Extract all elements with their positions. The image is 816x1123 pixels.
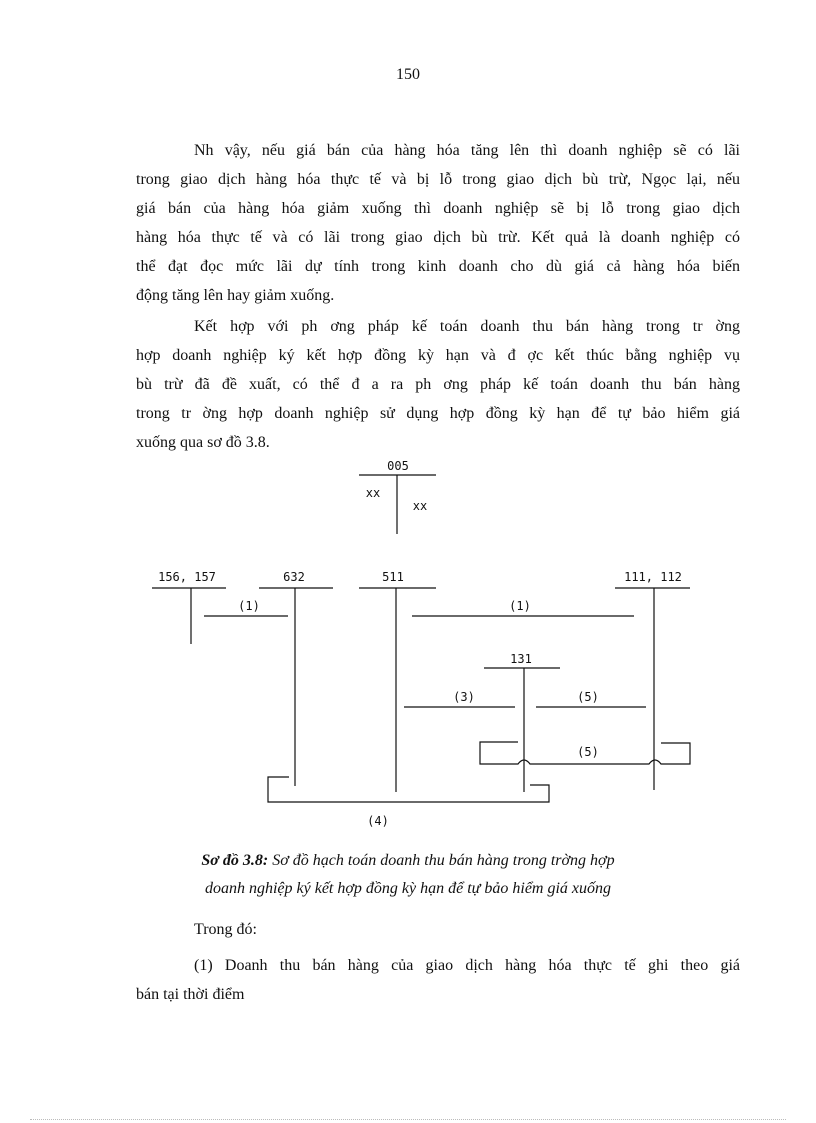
caption-line-1: [0, 847, 816, 875]
paragraph-line: trong tr ờng hợp doanh nghiệp sử dụng hợp đồng kỳ hạn để tự bảo hiểm giá: [136, 405, 740, 422]
paragraph-line: trong giao dịch hàng hóa thực tế và bị lỗ trong giao dịch bù trừ, Ngọc lại, nếu: [136, 171, 740, 188]
paragraph-2: [136, 312, 740, 457]
paragraph-line: bù trừ đã đề xuất, có thể đ a ra ph ơng pháp kế toán doanh thu bán hàng: [136, 376, 740, 393]
step-label-5a: (5): [577, 690, 599, 704]
step-label-5b: (5): [577, 745, 599, 759]
legend-line: (1) Doanh thu bán hàng của giao dịch hàng hóa thực tế ghi theo giá: [194, 957, 740, 974]
flow-bracket-4: [268, 777, 549, 802]
step-label-1b: (1): [509, 599, 531, 613]
step-label-3: (3): [453, 690, 475, 704]
caption-label: Sơ đồ 3.8:: [201, 852, 269, 869]
legend-heading-block: [136, 915, 740, 944]
account-label-511: 511: [382, 570, 404, 584]
account-label-131: 131: [510, 652, 532, 666]
step-label-1a: (1): [238, 599, 260, 613]
caption-text-1: Sơ đồ hạch toán doanh thu bán hàng trong trờng hợp: [268, 852, 615, 869]
account-label-156: 156, 157: [158, 570, 216, 584]
paragraph-line: Kết hợp với ph ơng pháp kế toán doanh thu bán hàng trong tr ờng: [194, 318, 740, 335]
paragraph-line: Nh vậy, nếu giá bán của hàng hóa tăng lên thì doanh nghiệp sẽ có lãi: [194, 142, 740, 159]
xx-right-label: xx: [412, 499, 428, 513]
account-label-632: 632: [283, 570, 305, 584]
page-number: 150: [396, 66, 420, 83]
accounting-diagram: [0, 450, 816, 840]
paragraph-line: hàng hóa thực tế và có lãi trong giao dịch bù trừ. Kết quả là doanh nghiệp có: [136, 229, 740, 246]
page-bottom-rule: [30, 1119, 786, 1120]
account-label-111: 111, 112: [624, 570, 682, 584]
xx-left-label: xx: [365, 486, 381, 500]
step-label-4: (4): [367, 814, 389, 828]
paragraph-line: động tăng lên hay giảm xuống.: [136, 287, 335, 304]
legend-item-1: [136, 951, 740, 1009]
paragraph-line: giá bán của hàng hóa giảm xuống thì doanh nghiệp sẽ bị lỗ trong giao dịch: [136, 200, 740, 217]
legend-line: bán tại thời điểm: [136, 986, 245, 1003]
account-label-005: 005: [387, 459, 409, 473]
paragraph-line: xuống qua sơ đồ 3.8.: [136, 434, 270, 451]
paragraph-line: hợp doanh nghiệp ký kết hợp đồng kỳ hạn và đ ợc kết thúc bằng nghiệp vụ: [136, 347, 740, 364]
paragraph-1: [136, 136, 740, 310]
legend-heading: Trong đó:: [194, 921, 257, 938]
paragraph-line: thể đạt đọc mức lãi dự tính trong kinh doanh cho dù giá cả hàng hóa biến: [136, 258, 740, 275]
caption-line-2: doanh nghiệp ký kết hợp đồng kỳ hạn để tự bảo hiểm giá xuống: [204, 880, 612, 897]
diagram-caption: [0, 847, 816, 903]
